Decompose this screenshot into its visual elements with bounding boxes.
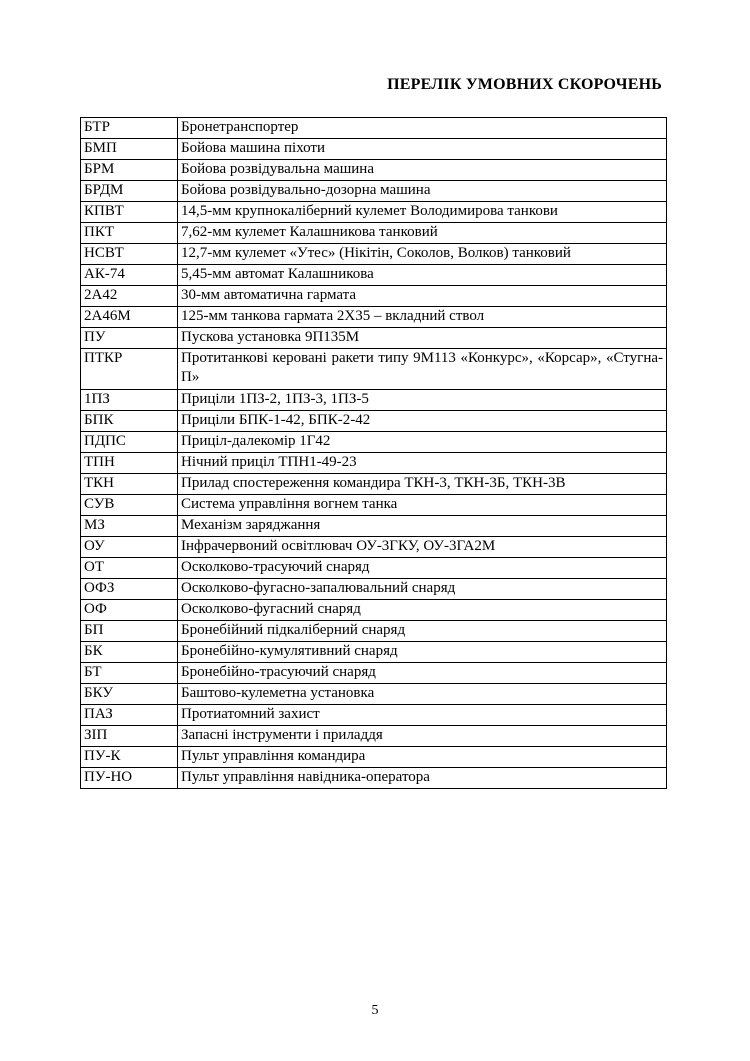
abbreviation-description: Бойова машина піхоти xyxy=(178,139,667,160)
abbreviation-code: ПУ-НО xyxy=(81,768,178,789)
table-row xyxy=(81,558,667,579)
abbreviation-code: БТР xyxy=(81,118,178,139)
abbreviation-code: БРМ xyxy=(81,160,178,181)
table-row xyxy=(81,768,667,789)
abbreviation-description: Пульт управління навідника-оператора xyxy=(178,768,667,789)
abbreviation-code: 2А42 xyxy=(81,286,178,307)
abbreviation-description: Бронебійно-кумулятивний снаряд xyxy=(178,642,667,663)
abbreviation-code: ПКТ xyxy=(81,223,178,244)
abbreviation-code: ПДПС xyxy=(81,432,178,453)
table-row xyxy=(81,579,667,600)
abbreviation-description: 14,5-мм крупнокаліберний кулемет Володимирова танкови xyxy=(178,202,667,223)
table-row xyxy=(81,328,667,349)
abbreviation-code: БТ xyxy=(81,663,178,684)
abbreviation-description: 7,62-мм кулемет Калашникова танковий xyxy=(178,223,667,244)
abbreviation-description: Пульт управління командира xyxy=(178,747,667,768)
page-title: ПЕРЕЛІК УМОВНИХ СКОРОЧЕНЬ xyxy=(387,76,662,93)
abbreviation-description: Бойова розвідувальна машина xyxy=(178,160,667,181)
abbreviation-code: БКУ xyxy=(81,684,178,705)
abbreviation-description: Протитанкові керовані ракети типу 9М113 «Конкурс», «Корсар», «Стугна-П» xyxy=(178,349,667,390)
page-number: 5 xyxy=(371,1003,379,1018)
table-row xyxy=(81,432,667,453)
table-row xyxy=(81,642,667,663)
abbreviation-description: Бронебійний підкаліберний снаряд xyxy=(178,621,667,642)
table-row xyxy=(81,411,667,432)
abbreviation-code: БПК xyxy=(81,411,178,432)
abbreviation-description: 5,45-мм автомат Калашникова xyxy=(178,265,667,286)
abbreviation-code: ПУ-К xyxy=(81,747,178,768)
abbreviation-description: Прилад спостереження командира ТКН-3, ТКН-3Б, ТКН-3В xyxy=(178,474,667,495)
table-row xyxy=(81,349,667,390)
abbreviation-code: БРДМ xyxy=(81,181,178,202)
abbreviation-code: МЗ xyxy=(81,516,178,537)
abbreviation-code: ТКН xyxy=(81,474,178,495)
abbreviation-description: Осколково-фугасний снаряд xyxy=(178,600,667,621)
abbreviation-code: ТПН xyxy=(81,453,178,474)
abbreviation-code: ОУ xyxy=(81,537,178,558)
abbreviation-code: ПУ xyxy=(81,328,178,349)
abbreviation-description: Запасні інструменти і приладдя xyxy=(178,726,667,747)
table-row xyxy=(81,684,667,705)
table-row xyxy=(81,390,667,411)
abbreviation-code: ЗІП xyxy=(81,726,178,747)
abbreviation-code: ОТ xyxy=(81,558,178,579)
table-row xyxy=(81,516,667,537)
table-row xyxy=(81,726,667,747)
table-row xyxy=(81,663,667,684)
abbreviation-description: Осколково-фугасно-запалювальний снаряд xyxy=(178,579,667,600)
table-row xyxy=(81,286,667,307)
abbreviation-description: Нічний приціл ТПН1-49-23 xyxy=(178,453,667,474)
table-row xyxy=(81,705,667,726)
abbreviation-code: 2А46М xyxy=(81,307,178,328)
abbreviation-description: Бронетранспортер xyxy=(178,118,667,139)
table-row xyxy=(81,223,667,244)
abbreviation-code: ПТКР xyxy=(81,349,178,390)
abbreviation-description: 125-мм танкова гармата 2Х35 – вкладний ствол xyxy=(178,307,667,328)
abbreviation-description: Приціли БПК-1-42, БПК-2-42 xyxy=(178,411,667,432)
abbreviation-description: Осколково-трасуючий снаряд xyxy=(178,558,667,579)
abbreviation-code: БК xyxy=(81,642,178,663)
abbreviation-description: Баштово-кулеметна установка xyxy=(178,684,667,705)
abbreviation-code: НСВТ xyxy=(81,244,178,265)
table-row xyxy=(81,307,667,328)
table-row xyxy=(81,202,667,223)
table-row xyxy=(81,139,667,160)
table-row xyxy=(81,244,667,265)
table-row xyxy=(81,181,667,202)
abbreviations-table xyxy=(80,117,667,789)
table-row xyxy=(81,621,667,642)
table-row xyxy=(81,600,667,621)
abbreviation-description: Протиатомний захист xyxy=(178,705,667,726)
abbreviation-description: Пускова установка 9П135М xyxy=(178,328,667,349)
abbreviation-description: Механізм заряджання xyxy=(178,516,667,537)
table-row xyxy=(81,474,667,495)
table-row xyxy=(81,453,667,474)
abbreviation-description: Бронебійно-трасуючий снаряд xyxy=(178,663,667,684)
abbreviation-code: СУВ xyxy=(81,495,178,516)
abbreviation-code: 1ПЗ xyxy=(81,390,178,411)
abbreviation-description: Система управління вогнем танка xyxy=(178,495,667,516)
abbreviation-code: БМП xyxy=(81,139,178,160)
abbreviation-code: БП xyxy=(81,621,178,642)
table-row xyxy=(81,265,667,286)
abbreviations-table-body xyxy=(81,118,667,789)
table-row xyxy=(81,495,667,516)
abbreviation-code: ПАЗ xyxy=(81,705,178,726)
table-row xyxy=(81,118,667,139)
abbreviation-description: Приціл-далекомір 1Г42 xyxy=(178,432,667,453)
abbreviation-description: Бойова розвідувально-дозорна машина xyxy=(178,181,667,202)
abbreviation-code: КПВТ xyxy=(81,202,178,223)
table-row xyxy=(81,537,667,558)
abbreviation-code: АК-74 xyxy=(81,265,178,286)
table-row xyxy=(81,747,667,768)
abbreviation-code: ОФЗ xyxy=(81,579,178,600)
abbreviation-description: Інфрачервоний освітлювач ОУ-3ГКУ, ОУ-3ГА2М xyxy=(178,537,667,558)
abbreviation-description: 30-мм автоматична гармата xyxy=(178,286,667,307)
abbreviation-description: 12,7-мм кулемет «Утес» (Нікітін, Соколов, Волков) танковий xyxy=(178,244,667,265)
abbreviation-code: ОФ xyxy=(81,600,178,621)
table-row xyxy=(81,160,667,181)
abbreviation-description: Приціли 1ПЗ-2, 1ПЗ-3, 1ПЗ-5 xyxy=(178,390,667,411)
